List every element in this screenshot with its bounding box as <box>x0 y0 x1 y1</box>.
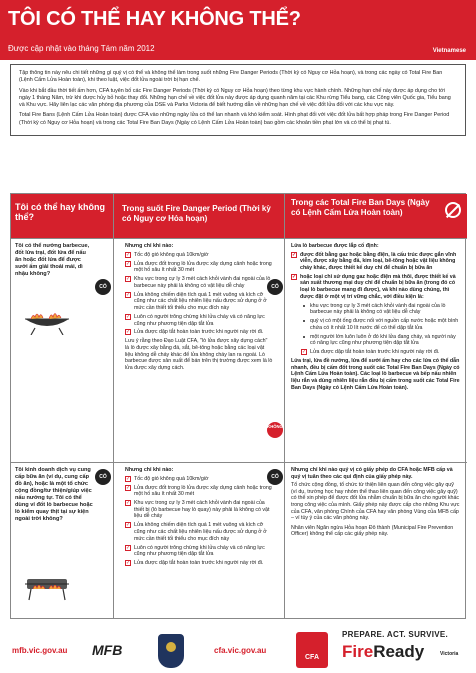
condition-item <box>125 292 273 312</box>
condition-item <box>125 329 273 336</box>
intro-paragraph: Tập thông tin này nêu chi tiết những gì quý vị có thể và không thể làm trong suốt những Fire Danger Periods (Thời kỳ có Nguy cơ Hỏa hoạn), và trong các ngày có Total Fire Ban (Lệnh Cấm Lửa Hoàn toàn), khi theo luật, việc đốt lửa ngoài trời bị hạn chế. <box>19 70 443 84</box>
no-icon: KHÔNG <box>267 422 283 438</box>
sub-item <box>301 334 461 347</box>
condition-item <box>125 560 273 567</box>
check-icon: ✓ <box>126 475 131 482</box>
check-icon: ✓ <box>126 522 131 529</box>
table-row <box>11 238 467 462</box>
condition-item <box>125 314 273 327</box>
sub-item <box>301 349 461 356</box>
condition-text: Lửa được đốt trong lò lửa được xây dựng cảnh hoặc trong một hố sâu ít nhất 30 mét <box>134 484 272 498</box>
condition-text: được đốt bằng gaz hoặc bằng điện, là cấu trúc được gắn vĩnh viễn, được xây bằng đá, kim loại, bê-tông hoặc vật liệu không cháy khác, được thiết kế duy chỉ để chuẩn bị bữa ăn <box>300 251 457 271</box>
tfb-text: Nhân viên Ngăn ngừa Hỏa hoạn Đô thành (Municipal Fire Prevention Officer) không thể cấp các giấy phép này. <box>291 524 454 538</box>
condition-item <box>291 252 461 272</box>
cfa-link[interactable]: cfa.vic.gov.au <box>214 646 267 655</box>
condition-item <box>125 476 273 483</box>
condition-text: Lửa không chiếm diện tích quá 1 mét vuông và kích cỡ cũng như các chất liệu nhiên liệu nấu được sử dụng ở ở mức cần thiết tối thiểu cho mục đích này <box>134 291 267 311</box>
check-icon: ✓ <box>126 313 131 320</box>
language-label: Vietnamese <box>432 48 466 54</box>
fdp-conditions <box>125 243 273 371</box>
condition-text: Khu vực trong cự ly 3 mét cách khỏi vành đai ngoài của thiết bị (lò barbecue hay lò quay) này phải là không có vật liệu dễ cháy <box>134 500 270 520</box>
intro-paragraph: Total Fire Bans (Lệnh Cấm Lửa Hoàn toàn) được CFA vào những ngày lửa có thể lan nhanh và khó kiểm soát. Hình phạt đối với việc đốt lửa bất hợp pháp trong Fire Danger Period (Thời kỳ có Nguy cơ Hỏa hoạn) và trong các Total Fire Ban Days (Ngày có Lệnh Cấm Lửa Hoàn toàn) bao gồm các khoản tiền phạt lớn và có thể bị phạt tù. <box>19 112 450 126</box>
header-banner <box>0 0 476 60</box>
condition-text: hoặc loại chỉ sử dụng gaz hoặc điện mà thôi, được thiết kế và sản xuất thương mại duy chỉ để chuẩn bị bữa ăn (trong đó có loại lò barbecue mang đi được), và khi nào dùng chúng, thì được đặt ở một vị trí vững chắc, với điều kiện là: <box>300 273 456 300</box>
footer <box>0 624 476 673</box>
check-icon: ✓ <box>292 251 297 258</box>
check-icon: ✓ <box>126 500 131 507</box>
check-icon: ✓ <box>126 544 131 551</box>
condition-item <box>125 545 273 558</box>
yes-icon: CÓ <box>95 279 111 295</box>
col-header-fire-danger-period: Trong suốt Fire Danger Period (Thời kỳ có Nguy cơ Hỏa hoạn) <box>114 194 284 238</box>
tfb-conditions <box>291 467 461 538</box>
fdp-conditions <box>125 467 273 569</box>
row-question: Tôi có thể nướng barbecue, đốt lửa trại, đốt lửa để nấu ăn hoặc đốt lửa để được sưởi ấm giải thoải mái, dì nhậu không? <box>15 243 90 277</box>
condition-item <box>125 522 273 542</box>
condition-item <box>125 276 273 289</box>
condition-text: Lửa được dập tắt hoàn toàn trước khi người này rời đi. <box>134 560 264 567</box>
check-icon: ✓ <box>126 560 131 567</box>
col-header-question: Tôi có thể hay không thể? <box>11 194 113 238</box>
bullet-icon <box>303 305 305 307</box>
yes-icon: CÓ <box>95 469 111 485</box>
victoria-crest-icon <box>158 634 184 668</box>
condition-item <box>125 261 273 274</box>
mfb-logo: MFB <box>92 642 123 658</box>
bullet-icon <box>303 336 305 338</box>
intro-paragraph: Vào khi bắt đầu thời tiết ấm hơn, CFA tuyên bố các Fire Danger Periods (Thời kỳ có Nguy cơ Hỏa hoạn) theo từng khu vực hành chính. Những hạn chế này được áp dụng cho tới ngày 1 tháng Năm, trừ khi được hủy bỏ hoặc thay đổi. Những hạn chế về việc đốt lửa này được áp dụng quanh năm tại các Khu rừng Tiểu bang, các Công viên Quốc gia, Tiểu bang và Khu vực. Hãy liên lạc các văn phòng địa phương của DSE và Parks Victoria để biết hướng dẫn về những hạn chế về việc đốt lửa đối với các khu vực này. <box>19 87 451 109</box>
condition-text: Luôn có người trông chừng khi lửa cháy và có năng lực cũng như phương tiện dập tắt lửa <box>134 544 265 558</box>
sub-conditions <box>291 303 461 356</box>
page-title: TÔI CÓ THỂ HAY KHÔNG THỂ? <box>8 8 301 30</box>
sub-text: một người lớn luôn luôn ở đó khi lửa đang cháy, và người này có năng lực cũng như phương tiện dập tắt lửa <box>310 333 456 347</box>
row-question: Tôi kinh doanh dịch vụ cung cấp bữa ăn (ví dụ, cung cấp đồ ăn), hoặc là một tổ chức cộng đồng/tư thiện/giúp việc nấu nướng tự. Tôi có thể dùng vỉ đốt lò barbecue hoặc lò kiểm quay thịt tại sự kiện ngoài trời không? <box>15 467 93 522</box>
mfb-link[interactable]: mfb.vic.gov.au <box>12 646 68 655</box>
victoria-logo: Victoria <box>440 651 459 657</box>
fireready-fire: Fire <box>342 642 374 661</box>
tfb-prohibition: Lửa trại, lửa đề nướng, lửa để sưởi ấm hay cho các lửa có thể dẫn nhanh, đều bị cấm đốt trong suốt các Total Fire Ban Days (Ngày có Lệnh Cấm Lửa Hoàn toàn). Các loại lò barbecue và bếp nấu nhiên liệu rắn và dùng nhiên liệu rắn đều bị cấm trong suốt các Total Fire Ban Days (Ngày có Lệnh Cấm Lửa Hoàn toàn). <box>291 358 460 391</box>
check-icon: ✓ <box>126 276 131 283</box>
table-row <box>11 462 467 620</box>
updated-date: Được cập nhật vào tháng Tám năm 2012 <box>8 44 155 53</box>
bullet-icon <box>303 320 305 322</box>
slogan: PREPARE. ACT. SURVIVE. <box>342 630 449 639</box>
fireready-ready: Ready <box>373 642 425 661</box>
yes-icon: CÓ <box>267 279 283 295</box>
conditions-lead: Lửa lò barbecue được lắp cố định: <box>291 243 379 249</box>
tfb-conditions <box>291 243 461 391</box>
fdp-note: Lưu ý rằng theo Đạo Luật CFA, "lò lửa được xây dựng cách" là lò được xây bằng đá, sắt, bê-tông hoặc bằng các loại vật liệu không dễ cháy khác để lửa không cháy lan ra ngoài. Lò barbecue được sản xuất để bán trên thị trường được xem là lò lửa được xây dựng cách. <box>125 338 273 371</box>
conditions-lead: Nhưng chỉ khi nào quý vị có giấy phép do CFA hoặc MFB cấp và quý vị tuân theo các qui định của giấy phép này. <box>291 467 453 480</box>
condition-text: Khu vực trong cự ly 3 mét cách khỏi vành đai ngoài của lò barbecue này phải là không có vật liệu dễ cháy <box>134 276 271 289</box>
fireready-logo <box>342 642 424 662</box>
sub-item <box>301 303 461 316</box>
sub-text: quý vị có một ống được nối với nguồn cấp nước hoặc một bình chứa có ít nhất 10 lít nước để có thể dập tắt lửa <box>310 318 459 331</box>
condition-text: Tốc độ gió không quá 10km/giờ <box>134 251 209 258</box>
fire-ban-icon <box>445 202 461 218</box>
conditions-lead: Nhưng chỉ khi nào: <box>125 243 174 249</box>
check-icon: ✓ <box>126 329 131 336</box>
col-header-total-fire-ban-text: Trong các Total Fire Ban Days (Ngày có Lệnh Cấm Lửa Hoàn toàn) <box>291 198 430 217</box>
sub-item <box>301 318 461 331</box>
sub-text: Lửa được dập tắt hoàn toàn trước khi người này rời đi. <box>310 349 440 356</box>
condition-text: Lửa được đốt trong lò lửa được xây dựng cảnh hoặc trong một hố sâu ít nhất 30 mét <box>134 260 272 274</box>
condition-text: Tốc độ gió không quá 10km/giờ <box>134 475 209 482</box>
barbecue-icon <box>23 309 71 335</box>
rules-table <box>10 193 466 619</box>
condition-text: Lửa được dập tắt hoàn toàn trước khi người này rời đi. <box>134 329 264 336</box>
sub-text: khu vực trong cự ly 3 mét cách khỏi vành đai ngoài của lò barbecue này phải là không có vật liệu dễ cháy <box>310 302 446 316</box>
tfb-text: Tổ chức cộng đồng, tổ chức từ thiện liên quan đến công việc gây quỹ (ví dụ, trường học hay nhóm thể thao liên quan đến công việc gây quỹ) có thể xin phép để được đốt lửa nhằm chuẩn bị bữa ăn cho người khác trong công việc của mình. Giấy phép này được cấp cho những Khu vực của CFA, văn phòng Chính của CFA hay văn phòng Vùng của MFB cấp – ví tùy ý của các văn phòng này. <box>291 482 460 522</box>
intro-box <box>10 64 466 136</box>
condition-text: Lửa không chiếm diện tích quá 1 mét vuông và kích cỡ cũng như các chất liệu nhiên liệu nấu được sử dụng ở ở mức cần thiết tối thiểu cho mục đích này <box>134 522 267 542</box>
check-icon: ✓ <box>126 260 131 267</box>
spit-roast-icon <box>23 575 71 601</box>
condition-item <box>291 274 461 300</box>
check-icon: ✓ <box>126 484 131 491</box>
col-header-total-fire-ban <box>285 194 467 238</box>
condition-item <box>125 252 273 259</box>
condition-text: Luôn có người trông chừng khi lửa cháy và có năng lực cũng như phương tiện dập tắt lửa <box>134 313 265 327</box>
check-icon: ✓ <box>126 291 131 298</box>
yes-icon: CÓ <box>267 469 283 485</box>
check-icon: ✓ <box>292 273 297 280</box>
check-icon: ✓ <box>126 251 131 258</box>
condition-item <box>125 500 273 520</box>
check-icon: ✓ <box>302 349 307 356</box>
conditions-lead: Nhưng chỉ khi nào: <box>125 467 174 473</box>
condition-item <box>125 485 273 498</box>
cfa-logo: CFA <box>296 632 328 668</box>
